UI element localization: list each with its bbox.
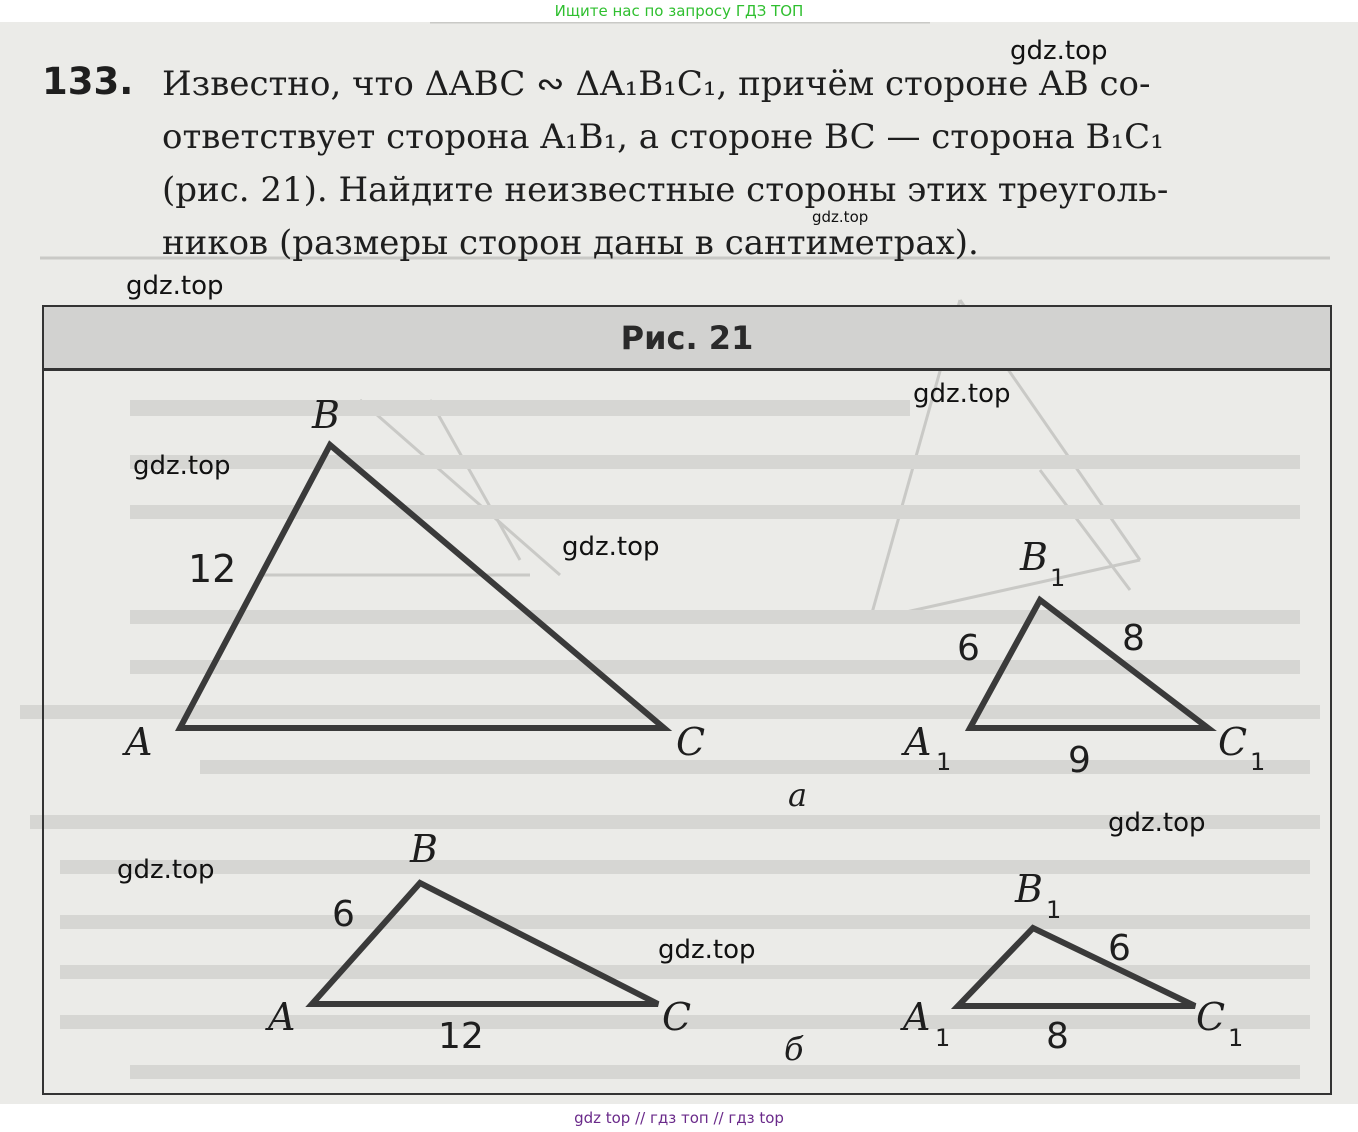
- figure-part-caption-b: б: [784, 1030, 804, 1068]
- watermark: gdz.top: [1108, 808, 1206, 838]
- vertex-label-c: C: [662, 995, 692, 1039]
- figure-title: Рис. 21: [42, 305, 1332, 371]
- vertex-subscript: 1: [1046, 896, 1062, 924]
- vertex-subscript: 1: [936, 748, 952, 776]
- vertex-subscript: 1: [1050, 564, 1066, 592]
- vertex-label-b1: B: [1020, 535, 1048, 579]
- watermark: gdz.top: [126, 271, 224, 301]
- side-length-a1c1: 9: [1068, 740, 1091, 781]
- watermark: gdz.top: [812, 208, 869, 226]
- side-length-b1c1: 8: [1122, 618, 1145, 659]
- vertex-label-a1: A: [904, 720, 932, 764]
- watermark: gdz.top: [133, 451, 231, 481]
- watermark: gdz.top: [1010, 36, 1108, 66]
- vertex-label-c1: C: [1196, 995, 1226, 1039]
- vertex-label-c: C: [676, 720, 706, 764]
- triangle-abc-b: [312, 883, 658, 1004]
- triangle-abc-a: [180, 445, 664, 728]
- vertex-subscript: 1: [1228, 1024, 1244, 1052]
- vertex-subscript: 1: [935, 1024, 951, 1052]
- side-length-ab: 6: [332, 894, 355, 935]
- vertex-subscript: 1: [1250, 748, 1266, 776]
- problem-line: Известно, что ΔABC ∾ ΔA₁B₁C₁, причём стороне AB со-: [162, 64, 1151, 104]
- watermark: gdz.top: [913, 379, 1011, 409]
- vertex-label-a: A: [125, 720, 153, 764]
- problem-line: ответствует сторона A₁B₁, а стороне BC — сторона B₁C₁: [162, 117, 1164, 157]
- side-length-ac: 12: [438, 1016, 484, 1057]
- bottom-banner[interactable]: gdz top // гдз топ // гдз top: [0, 1104, 1358, 1132]
- watermark: gdz.top: [658, 935, 756, 965]
- side-length-b1c1: 6: [1108, 928, 1131, 969]
- side-length-a1c1: 8: [1046, 1016, 1069, 1057]
- problem-number: 133.: [42, 60, 134, 103]
- side-length-ab: 12: [188, 547, 237, 591]
- vertex-label-a1: A: [903, 995, 931, 1039]
- triangle-a1b1c1-b: [958, 928, 1195, 1006]
- triangle-a1b1c1-a: [970, 600, 1208, 728]
- top-banner[interactable]: Ищите нас по запросу ГДЗ ТОП: [0, 0, 1358, 22]
- vertex-label-c1: C: [1218, 720, 1248, 764]
- side-length-a1b1: 6: [957, 628, 980, 669]
- problem-line: ников (размеры сторон даны в сантиметрах).: [162, 223, 979, 263]
- vertex-label-b: B: [410, 827, 438, 871]
- figure-part-caption-a: а: [788, 776, 808, 814]
- vertex-label-b1: B: [1015, 867, 1043, 911]
- watermark: gdz.top: [562, 532, 660, 562]
- vertex-label-b: B: [312, 393, 340, 437]
- problem-line: (рис. 21). Найдите неизвестные стороны этих треуголь-: [162, 170, 1169, 210]
- watermark: gdz.top: [117, 855, 215, 885]
- vertex-label-a: A: [268, 995, 296, 1039]
